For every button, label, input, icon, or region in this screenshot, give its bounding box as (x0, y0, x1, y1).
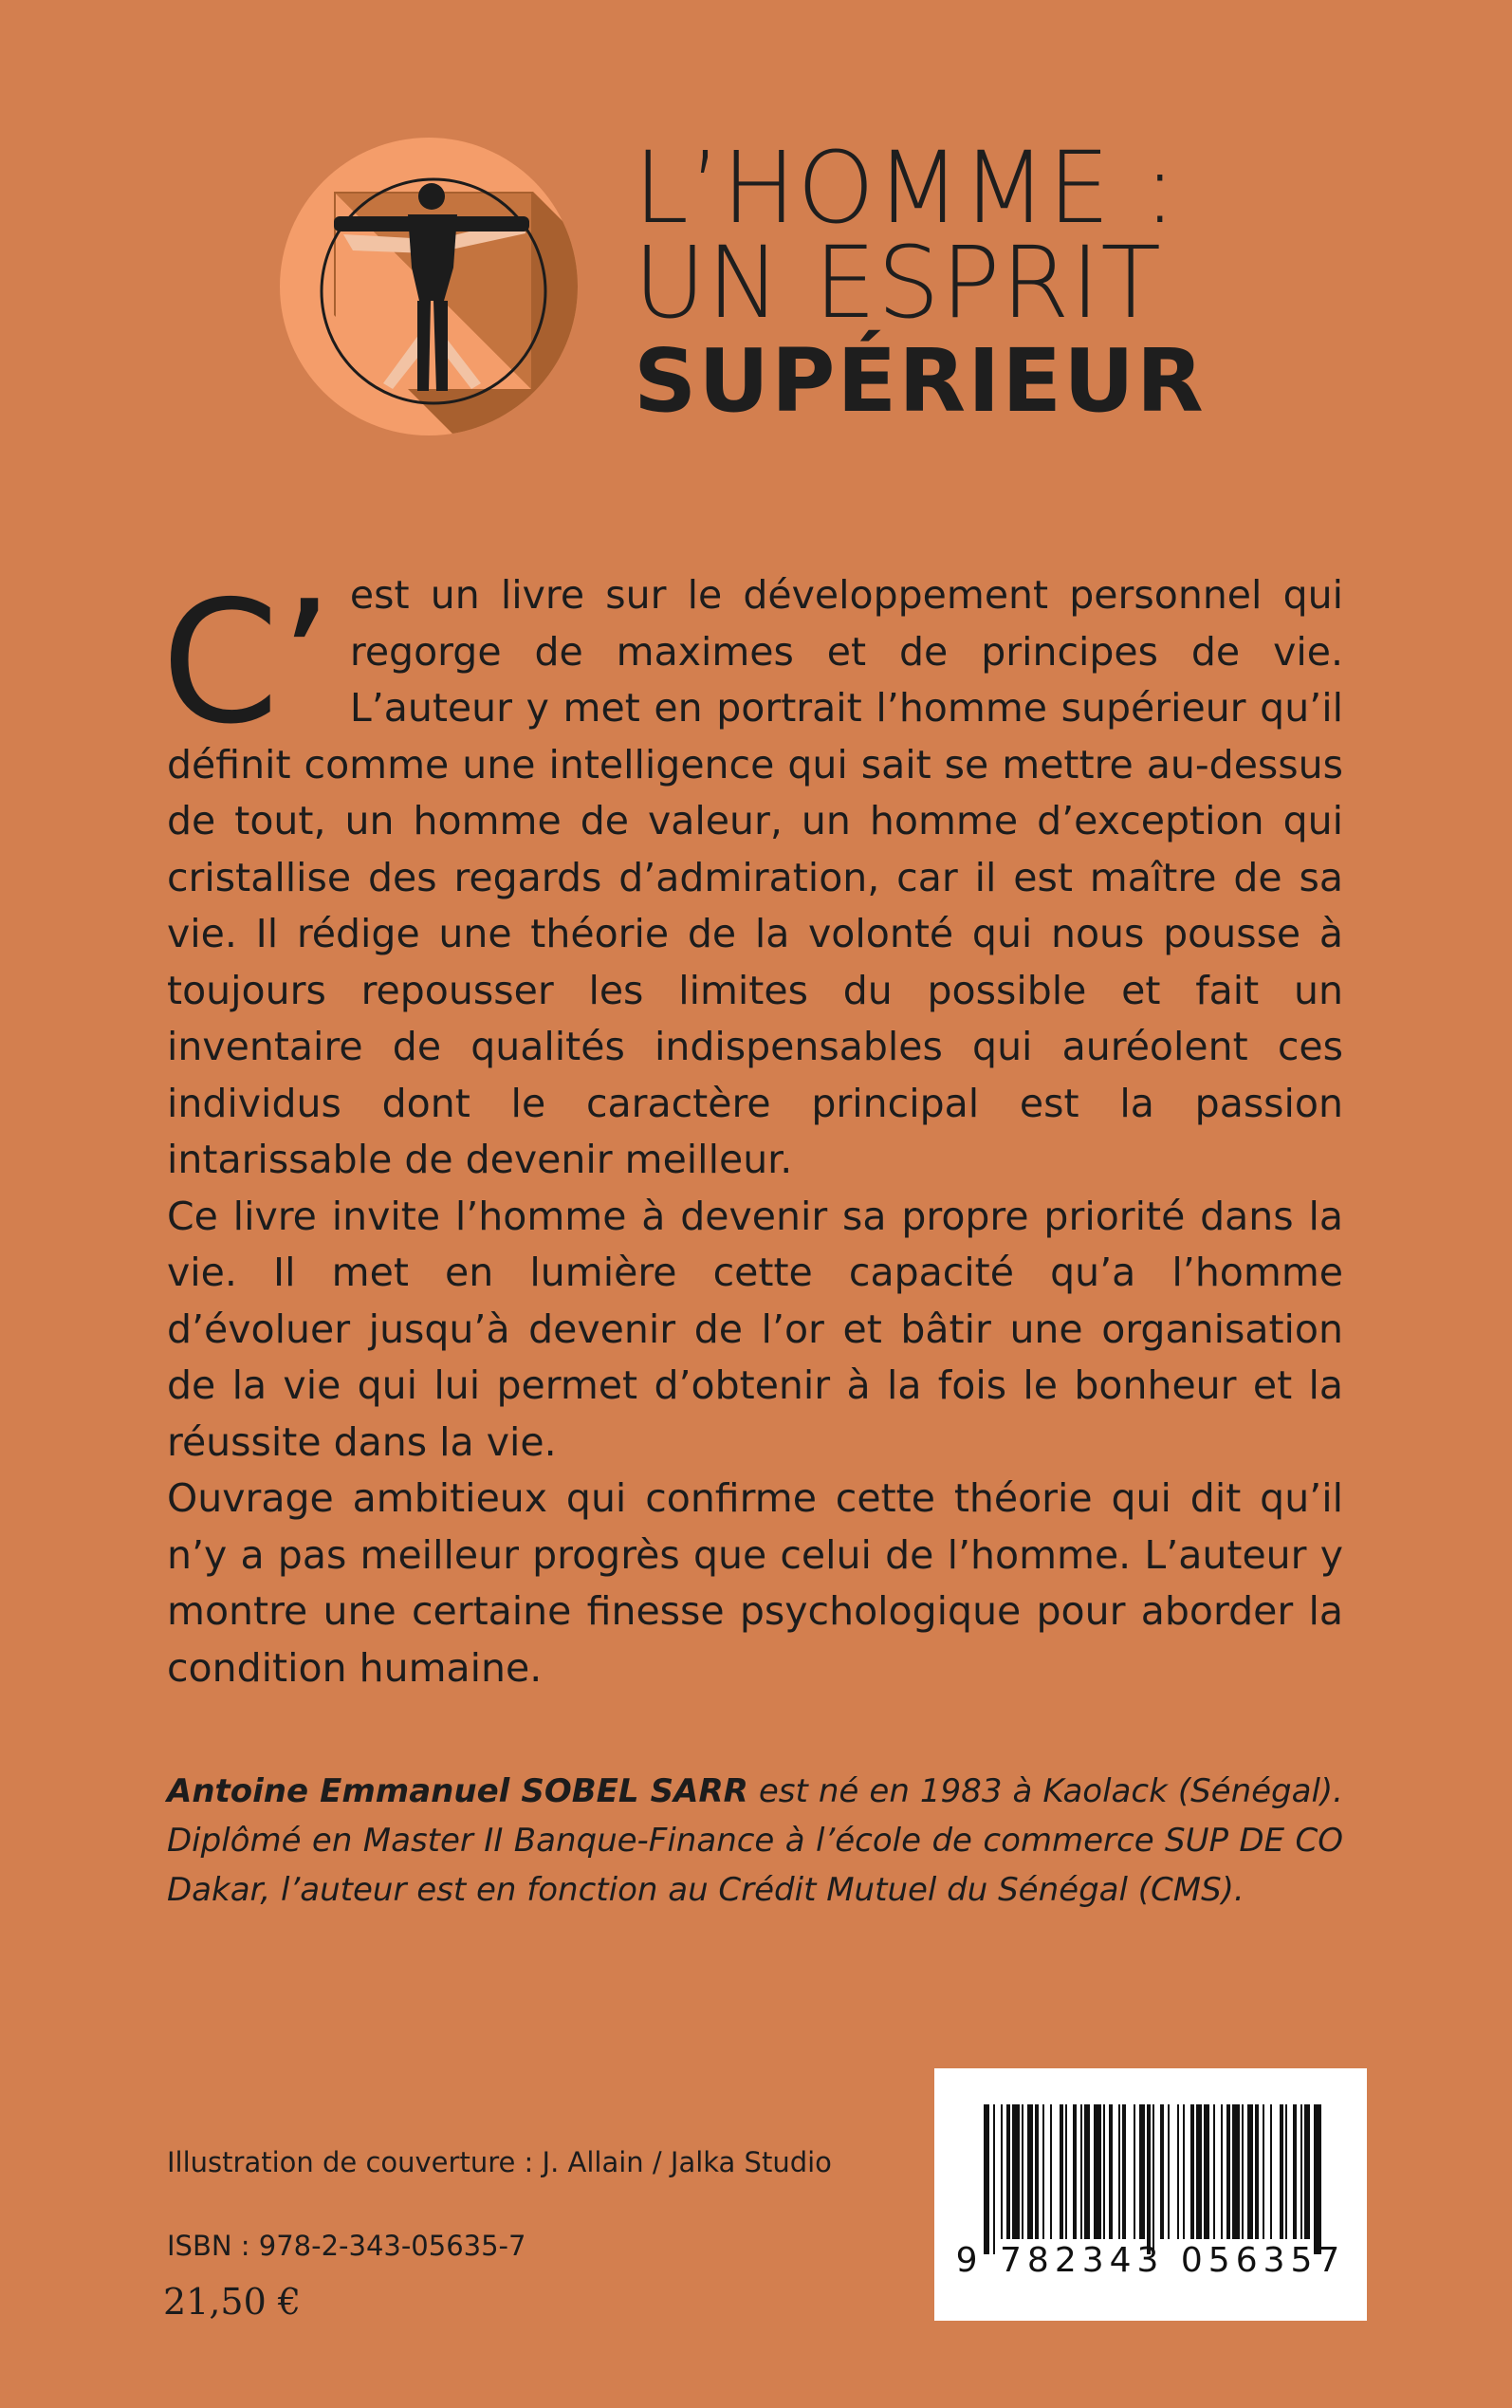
barcode-bar (984, 2104, 989, 2254)
title-line-3: SUPÉRIEUR (634, 330, 1206, 432)
barcode-bar (1152, 2104, 1154, 2254)
barcode-bar (1270, 2104, 1272, 2239)
barcode-bar (1183, 2104, 1185, 2239)
title-line-2: UN ESPRIT (634, 225, 1162, 341)
barcode-bar (1103, 2104, 1105, 2239)
barcode-bar (1177, 2104, 1179, 2239)
barcode-bar (1042, 2104, 1044, 2239)
summary-paragraph-3: Ouvrage ambitieux qui confirme cette théorie qui dit qu’il n’y a pas meilleur progrès que celui de l’homme. L’auteur y montre une certaine finesse psychologique pour aborder la condition humaine. (167, 1475, 1343, 1691)
barcode-bar (1001, 2104, 1003, 2239)
barcode-bar (1006, 2104, 1010, 2239)
title-line-1: L’HOMME : (634, 130, 1178, 246)
barcode-bar (1027, 2104, 1033, 2239)
barcode-bar (1160, 2104, 1164, 2239)
barcode-bar (1084, 2104, 1090, 2239)
barcode (934, 2068, 1367, 2321)
barcode-bar (1314, 2104, 1321, 2254)
barcode-bar (1204, 2104, 1209, 2239)
barcode-bar (1022, 2104, 1023, 2239)
barcode-bar (1226, 2104, 1230, 2239)
drop-cap: C’ (161, 565, 333, 761)
barcode-bar (1285, 2104, 1287, 2239)
barcode-bar (1168, 2104, 1170, 2239)
barcode-bar (1263, 2104, 1264, 2239)
barcode-bar (1190, 2104, 1194, 2239)
barcode-bar (1134, 2104, 1135, 2239)
barcode-bar (1060, 2104, 1063, 2239)
barcode-bar (1122, 2104, 1126, 2239)
barcode-bar (1255, 2104, 1259, 2239)
barcode-bar (1242, 2104, 1244, 2239)
barcode-bar (1065, 2104, 1067, 2239)
barcode-bar (1094, 2104, 1101, 2239)
author-name: Antoine Emmanuel SOBEL SARR (167, 1772, 748, 1810)
illustration-credit: Illustration de couverture : J. Allain / Jalka Studio (167, 2146, 832, 2178)
price: 21,50 € (163, 2281, 302, 2323)
barcode-bar (1035, 2104, 1039, 2239)
barcode-bar (1232, 2104, 1240, 2239)
summary-paragraph-2: Ce livre invite l’homme à devenir sa propre priorité dans la vie. Il met en lumière cette capacité qu’a l’homme d’évoluer jusqu’à devenir de l’or et bâtir une organisation de la vie qui lui permet d’obtenir à la fois le bonheur et la réussite dans la vie. (167, 1193, 1343, 1465)
barcode-bar (1050, 2104, 1052, 2239)
barcode-bar (1196, 2104, 1202, 2239)
barcode-bar (1118, 2104, 1120, 2239)
barcode-bar (1012, 2104, 1020, 2239)
vitruvian-man-icon (277, 135, 581, 438)
barcode-bar (1221, 2104, 1223, 2239)
summary-paragraph-1: est un livre sur le développement personnel qui regorge de maximes et de principes de vie. L’auteur y met en portrait l’homme supérieur qu’il définit comme une intelligence qui sait se mettre au-dessus de tout, un homme de valeur, un homme d’exception qui cristallise des regards d’admiration, car il est maître de sa vie. Il rédige une théorie de la volonté qui nous pousse à toujours repousser les limites du possible et fait un inventaire de qualités indispensables qui auréolent ces individus dont le caractère principal est la passion intarissable de devenir meilleur. (167, 572, 1343, 1182)
book-title (634, 130, 1260, 433)
barcode-digits: 9 782343 056357 (955, 2241, 1346, 2280)
barcode-bar (1300, 2104, 1302, 2239)
barcode-bar (993, 2104, 995, 2254)
barcode-bar (1080, 2104, 1082, 2239)
barcode-bar (1073, 2104, 1077, 2239)
barcode-bars (934, 2068, 1367, 2321)
barcode-bar (1304, 2104, 1310, 2239)
isbn: ISBN : 978-2-343-05635-7 (167, 2230, 526, 2262)
barcode-bar (1293, 2104, 1297, 2239)
barcode-bar (1247, 2104, 1253, 2239)
cover-logo (277, 135, 581, 438)
book-summary (161, 565, 1343, 1696)
author-bio-text: est né en 1983 à Kaolack (Sénégal). Diplômé en Master II Banque-Finance à l’école de commerce SUP DE CO Dakar, l’auteur est en fonction au Crédit Mutuel du Sénégal (CMS). (167, 1772, 1343, 1909)
barcode-bar (1147, 2104, 1151, 2254)
barcode-bar (1280, 2104, 1283, 2239)
barcode-bar (1213, 2104, 1215, 2239)
barcode-bar (1139, 2104, 1145, 2239)
author-bio (167, 1767, 1343, 1915)
barcode-bar (1109, 2104, 1113, 2239)
